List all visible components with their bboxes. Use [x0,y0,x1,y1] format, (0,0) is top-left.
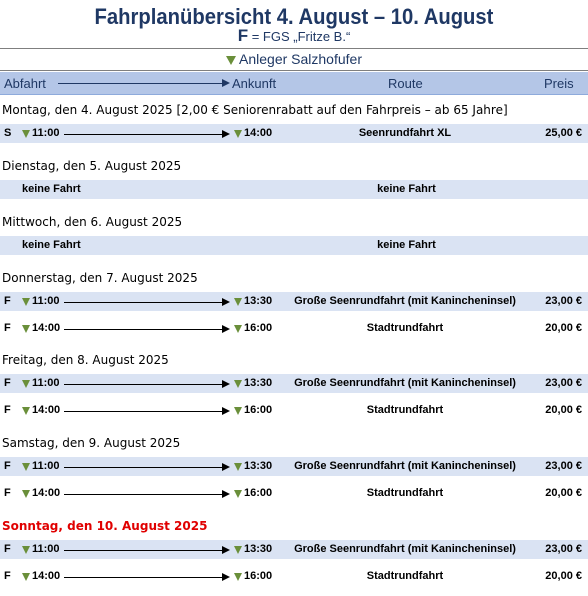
triangle-down-icon [22,325,30,333]
triangle-down-icon [234,130,242,138]
arrow-right-icon [222,325,230,333]
route-name: Große Seenrundfahrt (mit Kanincheninsel) [294,543,516,555]
departure-time: 14:00 [32,570,61,582]
route-name: Große Seenrundfahrt (mit Kanincheninsel) [294,377,516,389]
pier-heading [0,49,588,70]
day-label: Samstag, den 9. August 2025 [2,436,181,450]
trip-row [0,457,588,476]
triangle-down-icon [22,573,30,581]
departure-time: 11:00 [32,460,60,472]
arrival-time: 16:00 [244,570,273,582]
triangle-down-icon [234,490,242,498]
triangle-down-icon [234,573,242,581]
price-value: 23,00 € [545,460,582,472]
triangle-down-icon [22,463,30,471]
arrival-time: 16:00 [244,322,273,334]
route-name: Große Seenrundfahrt (mit Kanincheninsel) [294,295,516,307]
arrow-line [64,384,224,385]
route-name: Seenrundfahrt XL [358,127,452,139]
ship-legend-text: = FGS „Fritze B.“ [251,29,351,44]
no-trip-row [0,236,588,255]
price-value: 23,00 € [545,377,582,389]
no-trip-text: keine Fahrt [22,183,81,195]
route-name: Stadtrundfahrt [366,322,444,334]
triangle-down-icon [234,380,242,388]
triangle-down-icon [226,56,236,65]
no-trip-text: keine Fahrt [22,239,81,251]
route-name: Große Seenrundfahrt (mit Kanincheninsel) [294,460,516,472]
no-trip-route: keine Fahrt [377,183,436,195]
arrow-right-icon [222,463,230,471]
column-price: Preis [544,76,574,91]
triangle-down-icon [22,407,30,415]
price-value: 23,00 € [545,543,582,555]
ship-code: F [4,487,11,499]
divider [0,70,588,71]
day-label: Mittwoch, den 6. August 2025 [2,215,183,229]
departure-time: 11:00 [32,295,60,307]
arrow-right-icon [222,573,230,581]
trip-row [0,484,588,503]
column-arrival: Ankunft [232,76,277,91]
pier-name: Anleger Salzhofufer [239,51,362,67]
trip-row [0,374,588,393]
triangle-down-icon [234,298,242,306]
arrow-line [64,411,224,412]
ship-code: F [4,322,11,334]
arrow-line [64,467,224,468]
arrival-time: 14:00 [244,127,273,139]
triangle-down-icon [234,407,242,415]
ship-code: F [4,570,11,582]
no-trip-row [0,180,588,199]
price-value: 20,00 € [545,487,582,499]
ship-code: F [4,377,11,389]
trip-row [0,567,588,586]
trip-row [0,401,588,420]
ship-code: S [4,127,12,139]
arrow-line [64,494,224,495]
arrow-right-icon [222,298,230,306]
arrow-right-icon [222,130,230,138]
arrow-line [64,577,224,578]
arrow-right-icon [222,79,230,87]
trip-row [0,540,588,559]
day-label: Donnerstag, den 7. August 2025 [2,271,198,285]
table-header [0,72,588,95]
trip-row [0,319,588,338]
route-name: Stadtrundfahrt [366,487,444,499]
price-value: 25,00 € [545,127,582,139]
column-route: Route [388,76,423,91]
route-name: Stadtrundfahrt [366,404,444,416]
price-value: 20,00 € [545,404,582,416]
ship-legend [0,27,588,46]
triangle-down-icon [22,490,30,498]
day-label: Sonntag, den 10. August 2025 [2,519,208,533]
triangle-down-icon [22,380,30,388]
route-name: Stadtrundfahrt [366,570,444,582]
arrival-time: 16:00 [244,487,273,499]
arrival-time: 16:00 [244,404,273,416]
departure-time: 11:00 [32,377,60,389]
ship-code: F [4,543,11,555]
price-value: 23,00 € [545,295,582,307]
triangle-down-icon [22,130,30,138]
arrival-time: 13:30 [244,460,273,472]
triangle-down-icon [234,463,242,471]
day-label: Dienstag, den 5. August 2025 [2,159,182,173]
arrow-right-icon [222,490,230,498]
departure-time: 14:00 [32,404,61,416]
arrival-time: 13:30 [244,543,273,555]
arrow-right-icon [222,407,230,415]
ship-legend-code: F [237,26,249,45]
ship-code: F [4,404,11,416]
ship-code: F [4,460,11,472]
departure-time: 14:00 [32,322,61,334]
arrow-right-icon [222,380,230,388]
arrow-line [64,134,224,135]
column-departure: Abfahrt [4,76,46,91]
triangle-down-icon [234,325,242,333]
day-label: Montag, den 4. August 2025 [2,00 € Seniorenrabatt auf den Fahrpreis – ab 65 Jahre] [2,103,508,117]
arrow-right-icon [222,546,230,554]
departure-time: 11:00 [32,543,60,555]
arrow-line [64,302,224,303]
departure-time: 11:00 [32,127,60,139]
triangle-down-icon [22,546,30,554]
header-arrow-line [58,83,224,84]
price-value: 20,00 € [545,570,582,582]
trip-row [0,292,588,311]
arrow-line [64,329,224,330]
arrival-time: 13:30 [244,377,273,389]
price-value: 20,00 € [545,322,582,334]
no-trip-route: keine Fahrt [377,239,436,251]
page-title: Fahrplanübersicht 4. August – 10. August [94,4,494,29]
ship-code: F [4,295,11,307]
trip-row [0,124,588,143]
triangle-down-icon [22,298,30,306]
arrow-line [64,550,224,551]
departure-time: 14:00 [32,487,61,499]
day-label: Freitag, den 8. August 2025 [2,353,169,367]
arrival-time: 13:30 [244,295,273,307]
triangle-down-icon [234,546,242,554]
